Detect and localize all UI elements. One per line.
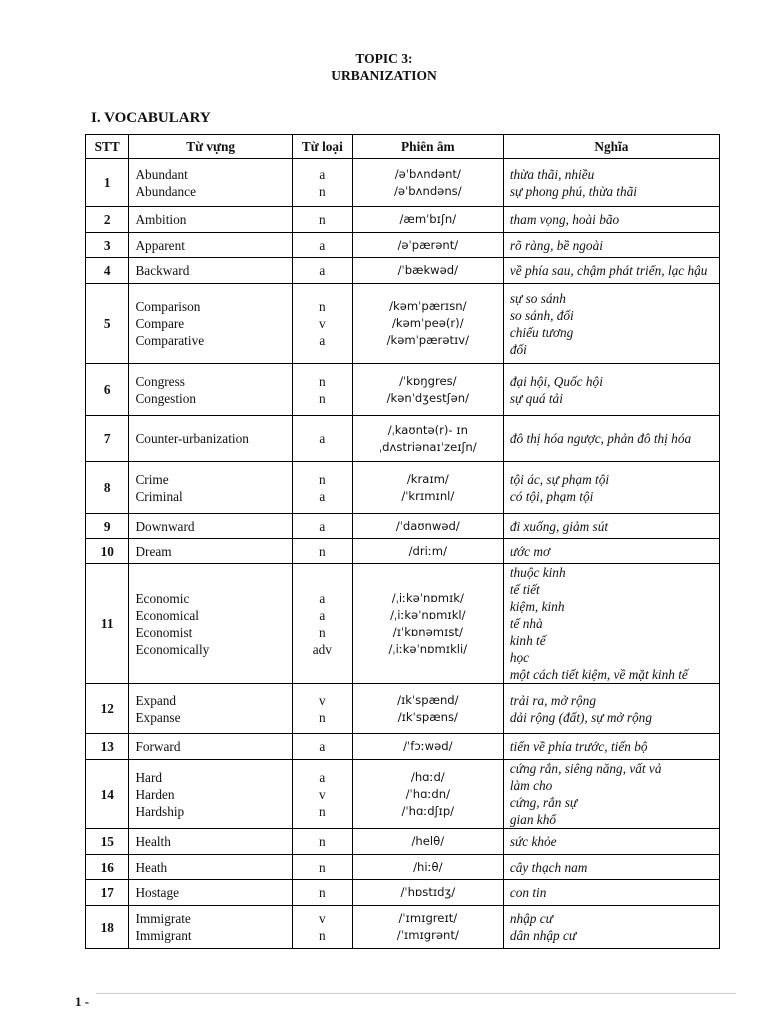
cell-word (129, 159, 292, 207)
cell-pronunciation-line: /hɑːd/ (410, 769, 445, 784)
topic-number: TOPIC 3: (355, 51, 413, 66)
header-pronunciation: Phiên âm (352, 135, 503, 159)
cell-pronunciation (352, 159, 503, 207)
cell-pronunciation-line: /ˈfɔːwəd/ (403, 739, 453, 753)
cell-word-line: Congestion (135, 390, 197, 406)
table-row (86, 364, 720, 416)
cell-word-line: Hostage (135, 885, 180, 900)
cell-pronunciation (352, 855, 503, 880)
cell-stt: 11 (86, 564, 129, 684)
cell-word-line: Comparison (135, 299, 201, 314)
header-word: Từ vựng (129, 135, 292, 159)
cell-meaning-line: đô thị hóa ngược, phản đô thị hóa (509, 431, 692, 446)
cell-word (129, 416, 292, 462)
cell-part-of-speech-line: a (319, 263, 326, 278)
cell-pronunciation-line: /driːm/ (408, 543, 447, 558)
cell-pronunciation (352, 906, 503, 949)
cell-part-of-speech-line: n (319, 709, 326, 725)
cell-part-of-speech-line: n (319, 183, 326, 199)
cell-pronunciation-line: /ˌiːkəˈnɒmɪkli/ (388, 641, 468, 656)
cell-pronunciation-line: /ˈhɑːdʃɪp/ (401, 803, 455, 818)
cell-pronunciation (352, 207, 503, 233)
cell-pronunciation (352, 734, 503, 760)
cell-part-of-speech-line: n (319, 299, 326, 314)
cell-pronunciation-line: /ˈbækwəd/ (397, 263, 459, 277)
cell-word (129, 207, 292, 233)
cell-meaning-line: cứng rắn, siêng năng, vất vả (509, 761, 662, 776)
cell-stt: 13 (86, 734, 129, 760)
cell-pronunciation-line: /ɪˈkɒnəmɪst/ (392, 624, 463, 639)
cell-pronunciation (352, 684, 503, 734)
cell-stt: 1 (86, 159, 129, 207)
cell-word-line: Economic (135, 590, 190, 606)
cell-pronunciation-line: /ˌiːkəˈnɒmɪkl/ (390, 607, 466, 622)
cell-part-of-speech-line: adv (312, 641, 332, 657)
cell-part-of-speech (292, 880, 352, 906)
cell-word-line: Harden (135, 786, 175, 802)
cell-meaning (503, 734, 719, 760)
cell-word (129, 233, 292, 258)
cell-meaning-line: đại hội, Quốc hội (509, 373, 603, 389)
cell-part-of-speech-line: n (319, 834, 326, 849)
cell-meaning-line: ước mơ (509, 543, 551, 559)
cell-meaning-line: cứng, rắn sự (509, 795, 578, 810)
cell-pronunciation-line: /ˌiːkəˈnɒmɪk/ (391, 590, 464, 605)
cell-part-of-speech (292, 855, 352, 880)
cell-word (129, 760, 292, 829)
cell-stt: 2 (86, 207, 129, 233)
cell-meaning (503, 514, 719, 539)
table-header-row (86, 135, 720, 159)
table-row (86, 829, 720, 855)
cell-pronunciation (352, 462, 503, 514)
cell-pronunciation-line: /ɪkˈspænd/ (397, 692, 459, 707)
cell-meaning (503, 760, 719, 829)
cell-part-of-speech (292, 539, 352, 564)
table-row (86, 207, 720, 233)
cell-stt: 3 (86, 233, 129, 258)
cell-word-line: Criminal (135, 488, 183, 504)
cell-word (129, 906, 292, 949)
table-row (86, 284, 720, 364)
cell-word (129, 258, 292, 284)
cell-word-line: Hard (135, 769, 163, 785)
cell-word-line: Dream (135, 543, 172, 559)
cell-meaning-line: sự quá tải (509, 390, 563, 406)
cell-meaning-line: thuộc kinh (509, 565, 566, 580)
vocabulary-table (85, 134, 720, 949)
cell-meaning-line: gian khổ (509, 812, 556, 827)
cell-pronunciation-line: /kəmˈpeə(r)/ (392, 316, 464, 330)
cell-meaning-line: sức khỏe (509, 834, 557, 849)
table-row (86, 734, 720, 760)
cell-part-of-speech-line: a (319, 590, 326, 606)
cell-meaning-line: tế tiết (509, 582, 540, 597)
cell-meaning (503, 284, 719, 364)
cell-word-line: Apparent (135, 237, 185, 253)
cell-stt: 4 (86, 258, 129, 284)
cell-part-of-speech (292, 207, 352, 233)
cell-part-of-speech-line: n (319, 885, 326, 900)
cell-word-line: Heath (135, 859, 168, 875)
table-row (86, 462, 720, 514)
table-row (86, 514, 720, 539)
cell-word-line: Hardship (135, 803, 185, 819)
cell-stt: 10 (86, 539, 129, 564)
cell-word-line: Backward (135, 263, 190, 278)
table-row (86, 416, 720, 462)
cell-pronunciation-line: /kənˈdʒestʃən/ (386, 390, 469, 405)
cell-meaning-line: dân nhập cư (509, 928, 577, 943)
cell-pronunciation (352, 880, 503, 906)
cell-word-line: Expanse (135, 709, 181, 725)
cell-pronunciation-line: /kəmˈpærɪsn/ (389, 299, 467, 313)
cell-part-of-speech (292, 416, 352, 462)
cell-part-of-speech (292, 564, 352, 684)
cell-stt: 9 (86, 514, 129, 539)
cell-stt: 15 (86, 829, 129, 855)
cell-stt: 6 (86, 364, 129, 416)
cell-word-line: Immigrate (135, 911, 191, 926)
cell-meaning (503, 564, 719, 684)
cell-part-of-speech-line: n (319, 373, 326, 389)
cell-stt: 5 (86, 284, 129, 364)
cell-word-line: Counter-urbanization (135, 431, 249, 446)
cell-meaning-line: so sánh, đối (509, 307, 574, 323)
cell-word (129, 514, 292, 539)
cell-part-of-speech-line: n (319, 928, 326, 943)
cell-word-line: Forward (135, 739, 181, 754)
cell-part-of-speech (292, 258, 352, 284)
cell-meaning-line: nhập cư (509, 911, 553, 926)
cell-meaning (503, 159, 719, 207)
cell-word-line: Congress (135, 373, 185, 389)
cell-part-of-speech (292, 159, 352, 207)
cell-pronunciation-line: /əˈbʌndəns/ (394, 183, 462, 198)
cell-part-of-speech (292, 284, 352, 364)
cell-part-of-speech-line: n (319, 859, 326, 875)
cell-meaning (503, 906, 719, 949)
cell-part-of-speech (292, 462, 352, 514)
cell-part-of-speech-line: n (319, 543, 326, 559)
section-heading: I. VOCABULARY (91, 110, 211, 126)
cell-pronunciation-line: /ɪkˈspæns/ (397, 709, 458, 724)
cell-meaning (503, 829, 719, 855)
cell-meaning (503, 416, 719, 462)
cell-pronunciation-line: /ˌkaʊntə(r)- ɪn (387, 422, 468, 437)
header-stt: STT (86, 135, 129, 159)
cell-word-line: Comparative (135, 333, 205, 348)
cell-pronunciation-line: /kraɪm/ (406, 471, 449, 486)
cell-part-of-speech-line: v (319, 786, 326, 802)
header-meaning: Nghĩa (503, 135, 719, 159)
footer-divider (96, 993, 736, 994)
cell-meaning-line: một cách tiết kiệm, về mặt kinh tế (509, 667, 688, 682)
table-row (86, 233, 720, 258)
cell-part-of-speech (292, 684, 352, 734)
cell-part-of-speech (292, 906, 352, 949)
cell-meaning-line: tế nhà (509, 616, 543, 631)
cell-word (129, 462, 292, 514)
cell-stt: 12 (86, 684, 129, 734)
cell-meaning (503, 539, 719, 564)
cell-word-line: Economically (135, 641, 210, 657)
cell-meaning-line: học (509, 650, 530, 665)
cell-pronunciation-line: /æmˈbɪʃn/ (399, 212, 457, 226)
cell-word-line: Ambition (135, 212, 187, 227)
table-row (86, 760, 720, 829)
cell-word-line: Downward (135, 518, 195, 534)
cell-word-line: Health (135, 834, 171, 849)
page-number: 1 - (75, 994, 90, 1009)
cell-part-of-speech-line: v (319, 692, 326, 708)
cell-word-line: Immigrant (135, 928, 192, 943)
cell-pronunciation (352, 416, 503, 462)
cell-pronunciation-line: /əˈpærənt/ (397, 237, 459, 252)
cell-meaning-line: dải rộng (đất), sự mở rộng (509, 709, 652, 725)
table-row (86, 539, 720, 564)
cell-word-line: Economical (135, 607, 199, 623)
cell-stt: 16 (86, 855, 129, 880)
cell-stt: 17 (86, 880, 129, 906)
cell-word (129, 539, 292, 564)
cell-word (129, 564, 292, 684)
cell-pronunciation (352, 829, 503, 855)
cell-word (129, 855, 292, 880)
cell-pronunciation (352, 284, 503, 364)
cell-pronunciation-line: /hiːθ/ (413, 859, 443, 874)
topic-title: URBANIZATION (331, 68, 437, 83)
cell-part-of-speech-line: n (319, 390, 326, 406)
cell-pronunciation-line: /ˈhɑːdn/ (405, 786, 450, 801)
cell-meaning-line: thừa thãi, nhiều (509, 166, 595, 182)
cell-meaning (503, 258, 719, 284)
cell-meaning (503, 880, 719, 906)
cell-meaning-line: đi xuống, giảm sút (509, 518, 609, 534)
cell-part-of-speech-line: a (319, 488, 326, 504)
cell-pronunciation-line: /ˈhɒstɪdʒ/ (400, 885, 456, 899)
cell-meaning-line: cây thạch nam (509, 859, 588, 875)
cell-meaning-line: kinh tế (509, 633, 546, 648)
cell-stt: 14 (86, 760, 129, 829)
cell-part-of-speech-line: n (319, 471, 326, 487)
cell-meaning-line: về phía sau, chậm phát triển, lạc hậu (509, 263, 708, 278)
cell-pronunciation-line: /kəmˈpærətɪv/ (386, 333, 470, 347)
cell-word (129, 829, 292, 855)
cell-meaning (503, 855, 719, 880)
header-part-of-speech: Từ loại (292, 135, 352, 159)
cell-meaning-line: làm cho (509, 778, 553, 793)
cell-part-of-speech-line: a (319, 237, 326, 253)
cell-pronunciation-line: /ˈdaʊnwəd/ (395, 518, 460, 533)
cell-meaning (503, 462, 719, 514)
table-row (86, 880, 720, 906)
cell-word-line: Abundance (135, 183, 196, 199)
cell-word (129, 284, 292, 364)
cell-stt: 7 (86, 416, 129, 462)
cell-pronunciation-line: /ˈɪmɪgrənt/ (396, 928, 459, 942)
cell-stt: 8 (86, 462, 129, 514)
cell-part-of-speech-line: n (319, 803, 326, 819)
table-row (86, 564, 720, 684)
cell-meaning-line: đối (509, 341, 527, 357)
cell-word (129, 364, 292, 416)
vocabulary-table-body (86, 159, 720, 949)
table-row (86, 258, 720, 284)
cell-meaning-line: kiệm, kinh (509, 599, 565, 614)
cell-pronunciation-line: ˌdʌstriənaɪˈzeɪʃn/ (378, 439, 477, 454)
cell-part-of-speech-line: a (319, 431, 326, 446)
cell-part-of-speech-line: a (319, 769, 326, 785)
cell-meaning-line: có tội, phạm tội (509, 488, 594, 504)
cell-meaning-line: sự so sánh (509, 290, 566, 306)
cell-meaning (503, 684, 719, 734)
cell-meaning-line: tội ác, sự phạm tội (509, 471, 610, 487)
cell-word-line: Economist (135, 624, 193, 640)
cell-pronunciation-line: /ˈkɒŋgres/ (399, 373, 457, 388)
cell-part-of-speech (292, 364, 352, 416)
table-row (86, 159, 720, 207)
cell-part-of-speech (292, 829, 352, 855)
cell-word (129, 880, 292, 906)
cell-pronunciation-line: /helθ/ (411, 834, 445, 848)
cell-part-of-speech-line: a (319, 518, 326, 534)
cell-part-of-speech (292, 734, 352, 760)
cell-part-of-speech-line: n (319, 212, 326, 227)
table-row (86, 684, 720, 734)
cell-meaning-line: sự phong phú, thừa thãi (509, 183, 637, 199)
cell-word (129, 734, 292, 760)
cell-word-line: Crime (135, 471, 169, 487)
cell-pronunciation (352, 258, 503, 284)
cell-part-of-speech-line: v (319, 911, 326, 926)
cell-part-of-speech (292, 233, 352, 258)
cell-pronunciation-line: /ˈɪmɪgreɪt/ (398, 911, 458, 925)
cell-meaning (503, 233, 719, 258)
cell-part-of-speech-line: n (319, 624, 326, 640)
cell-part-of-speech-line: v (319, 316, 326, 331)
cell-meaning-line: trải ra, mở rộng (509, 692, 596, 708)
cell-meaning-line: con tin (509, 885, 547, 900)
cell-pronunciation (352, 539, 503, 564)
cell-word-line: Expand (135, 692, 177, 708)
cell-part-of-speech-line: a (319, 739, 326, 754)
cell-word-line: Compare (135, 316, 185, 331)
table-row (86, 906, 720, 949)
cell-pronunciation (352, 364, 503, 416)
cell-pronunciation (352, 233, 503, 258)
cell-part-of-speech (292, 760, 352, 829)
cell-pronunciation (352, 514, 503, 539)
cell-meaning-line: rõ ràng, bề ngoài (509, 237, 603, 253)
cell-meaning-line: chiếu tương (509, 324, 574, 340)
cell-part-of-speech-line: a (319, 333, 326, 348)
cell-pronunciation (352, 564, 503, 684)
cell-part-of-speech-line: a (319, 166, 326, 182)
cell-word (129, 684, 292, 734)
cell-pronunciation (352, 760, 503, 829)
cell-pronunciation-line: /ˈkrɪmɪnl/ (401, 488, 455, 503)
cell-meaning (503, 207, 719, 233)
cell-stt: 18 (86, 906, 129, 949)
cell-meaning-line: tiến về phía trước, tiến bộ (509, 739, 648, 754)
table-row (86, 855, 720, 880)
cell-part-of-speech-line: a (319, 607, 326, 623)
cell-meaning (503, 364, 719, 416)
cell-meaning-line: tham vọng, hoài bão (509, 212, 620, 227)
cell-pronunciation-line: /əˈbʌndənt/ (394, 166, 461, 181)
cell-part-of-speech (292, 514, 352, 539)
cell-word-line: Abundant (135, 166, 188, 182)
